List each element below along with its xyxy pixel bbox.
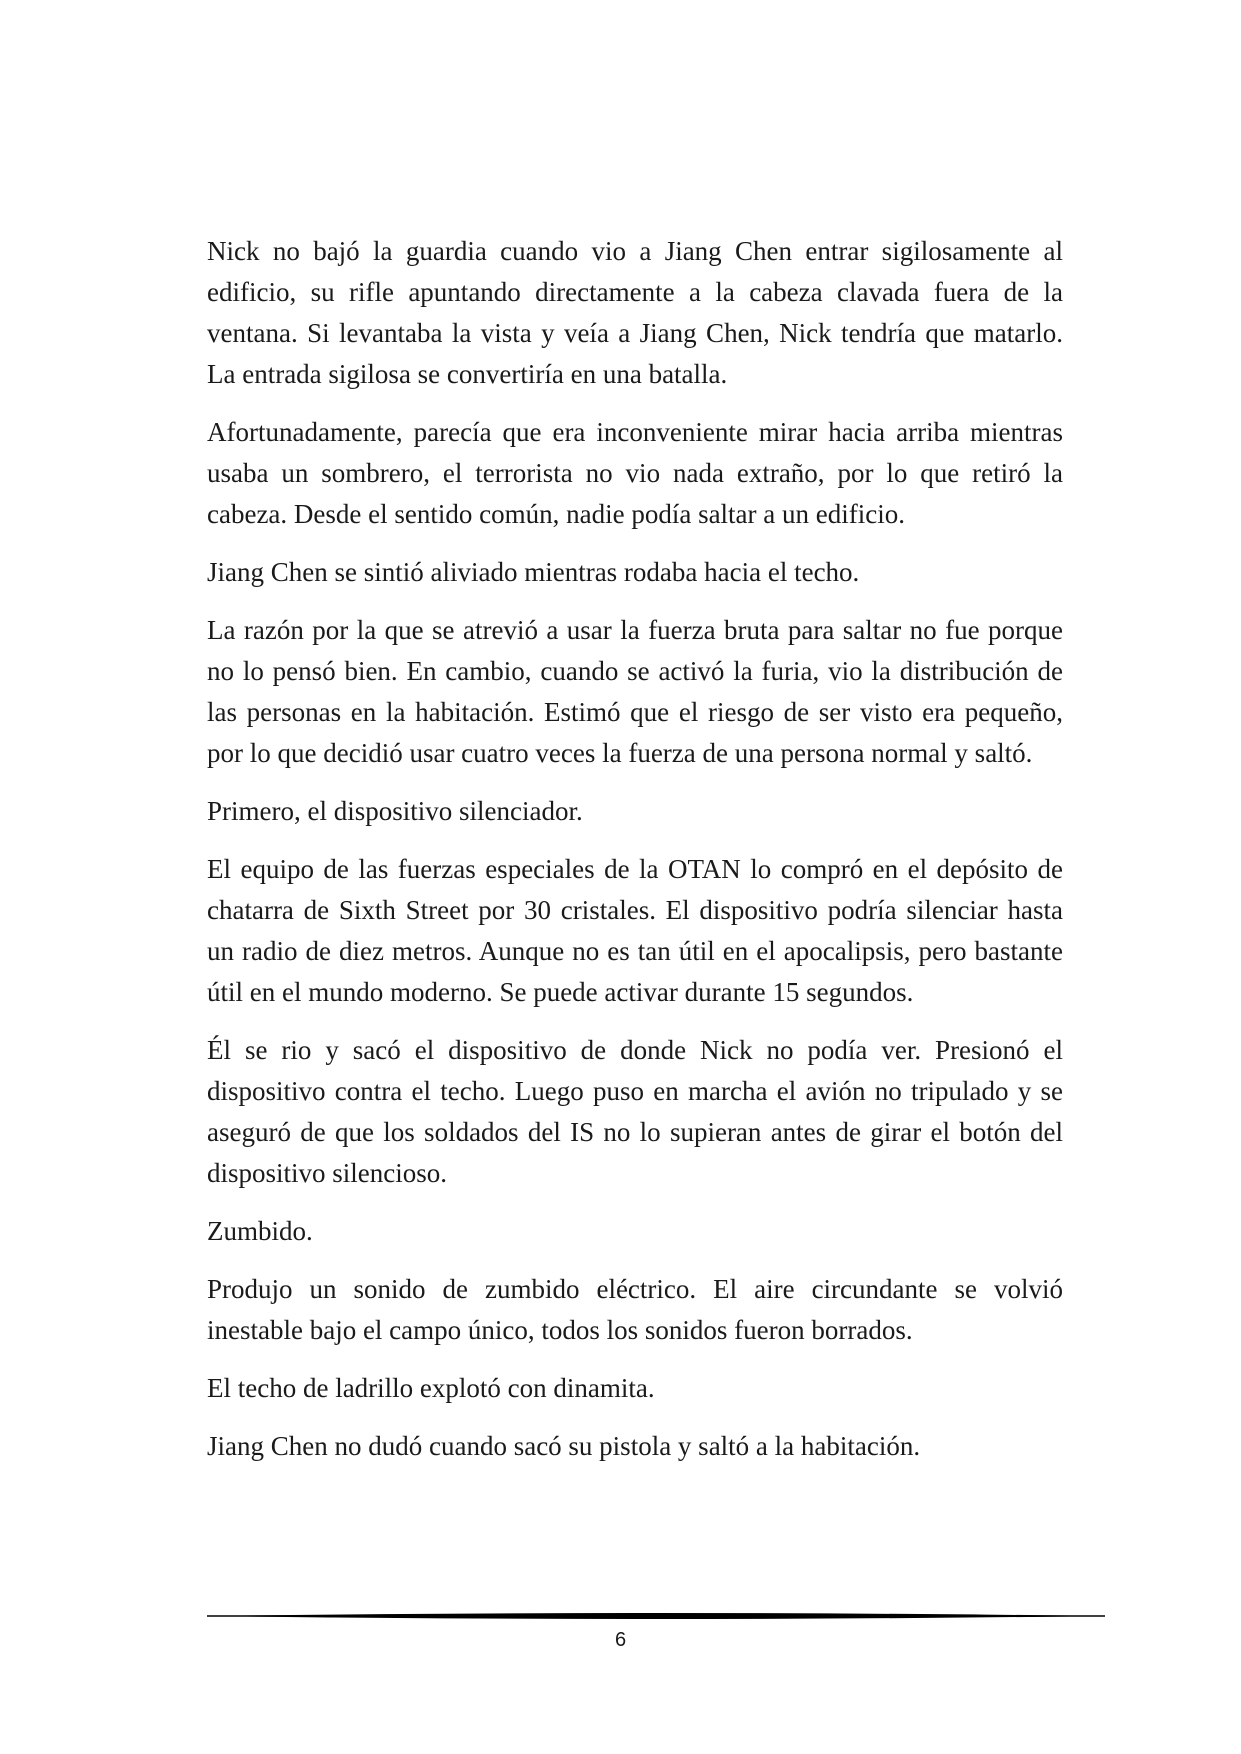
paragraph: Primero, el dispositivo silenciador. xyxy=(207,796,583,826)
paragraph: Produjo un sonido de zumbido eléctrico. El aire circundante se volvió inestable bajo el campo único, todos los sonidos fueron borrados. xyxy=(207,1274,1063,1345)
paragraph: El equipo de las fuerzas especiales de la OTAN lo compró en el depósito de chatarra de Sixth Street por 30 cristales. El dispositivo podría silenciar hasta un radio de diez metros. Aunque no es tan útil en el apocalipsis, pero bastante útil en el mundo moderno. Se puede activar durante 15 segundos. xyxy=(207,854,1063,1007)
paragraph: Jiang Chen no dudó cuando sacó su pistola y saltó a la habitación. xyxy=(207,1431,921,1461)
paragraph: Nick no bajó la guardia cuando vio a Jiang Chen entrar sigilosamente al edificio, su rifle apuntando directamente a la cabeza clavada fuera de la ventana. Si levantaba la vista y veía a Jiang Chen, Nick tendría que matarlo. La entrada sigilosa se convertiría en una batalla. xyxy=(207,236,1063,389)
footer-divider xyxy=(207,1608,1105,1624)
paragraph: El techo de ladrillo explotó con dinamita. xyxy=(207,1373,655,1403)
paragraph: Zumbido. xyxy=(207,1216,313,1246)
paragraph: Jiang Chen se sintió aliviado mientras rodaba hacia el techo. xyxy=(207,557,860,587)
paragraph: Él se rio y sacó el dispositivo de donde Nick no podía ver. Presionó el dispositivo contra el techo. Luego puso en marcha el avión no tripulado y se aseguró de que los soldados del IS no lo supieran antes de girar el botón del dispositivo silencioso. xyxy=(207,1035,1063,1188)
page-number: 6 xyxy=(614,1629,627,1651)
paragraph: La razón por la que se atrevió a usar la fuerza bruta para saltar no fue porque no lo pensó bien. En cambio, cuando se activó la furia, vio la distribución de las personas en la habitación. Estimó que el riesgo de ser visto era pequeño, por lo que decidió usar cuatro veces la fuerza de una persona normal y saltó. xyxy=(207,615,1063,768)
body-text xyxy=(207,231,1063,1484)
paragraph: Afortunadamente, parecía que era inconveniente mirar hacia arriba mientras usaba un sombrero, el terrorista no vio nada extraño, por lo que retiró la cabeza. Desde el sentido común, nadie podía saltar a un edificio. xyxy=(207,417,1063,529)
